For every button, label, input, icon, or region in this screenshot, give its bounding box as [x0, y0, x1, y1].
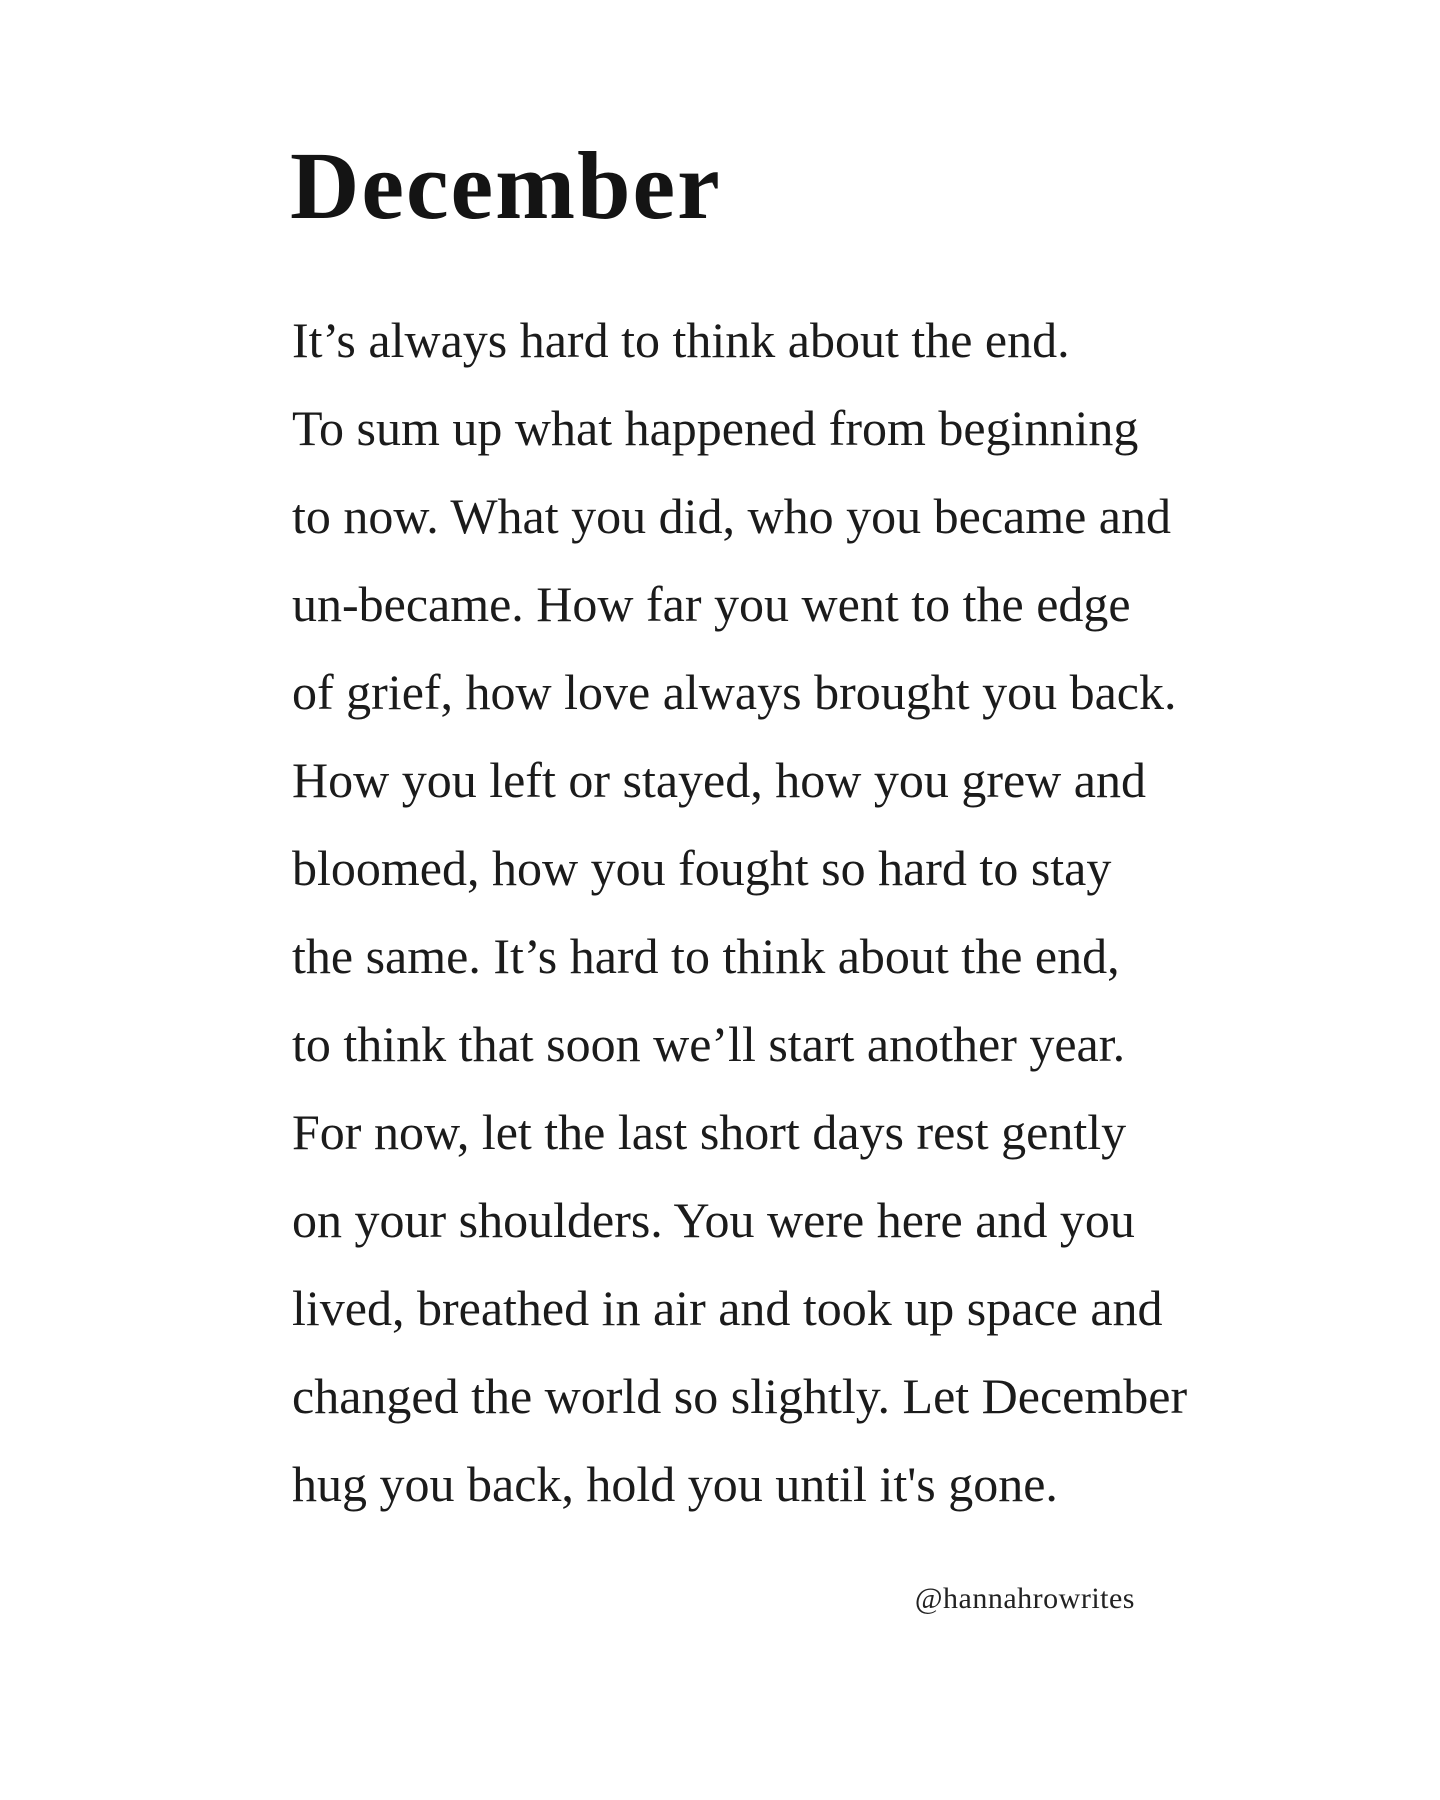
poem-line: on your shoulders. You were here and you: [292, 1192, 1135, 1248]
poem-line: un-became. How far you went to the edge: [292, 576, 1131, 632]
poem-line: bloomed, how you fought so hard to stay: [292, 840, 1112, 896]
poem-line: How you left or stayed, how you grew and: [292, 752, 1146, 808]
author-handle: @hannahrowrites: [914, 1582, 1135, 1615]
poem-line: the same. It’s hard to think about the end,: [292, 928, 1120, 984]
poem-line: to think that soon we’ll start another year.: [292, 1016, 1126, 1072]
poem-line: lived, breathed in air and took up space and: [292, 1280, 1163, 1336]
poem-line: For now, let the last short days rest gently: [292, 1104, 1127, 1160]
poem-line: of grief, how love always brought you back.: [292, 664, 1177, 720]
poem-line: It’s always hard to think about the end.: [292, 312, 1070, 368]
poem-line: to now. What you did, who you became and: [292, 488, 1171, 544]
poem-line: hug you back, hold you until it's gone.: [292, 1456, 1058, 1512]
poem-line: changed the world so slightly. Let December: [292, 1368, 1188, 1424]
poem-line: To sum up what happened from beginning: [292, 400, 1139, 456]
poem-title: December: [290, 132, 722, 239]
poem-body: [292, 296, 1232, 1528]
